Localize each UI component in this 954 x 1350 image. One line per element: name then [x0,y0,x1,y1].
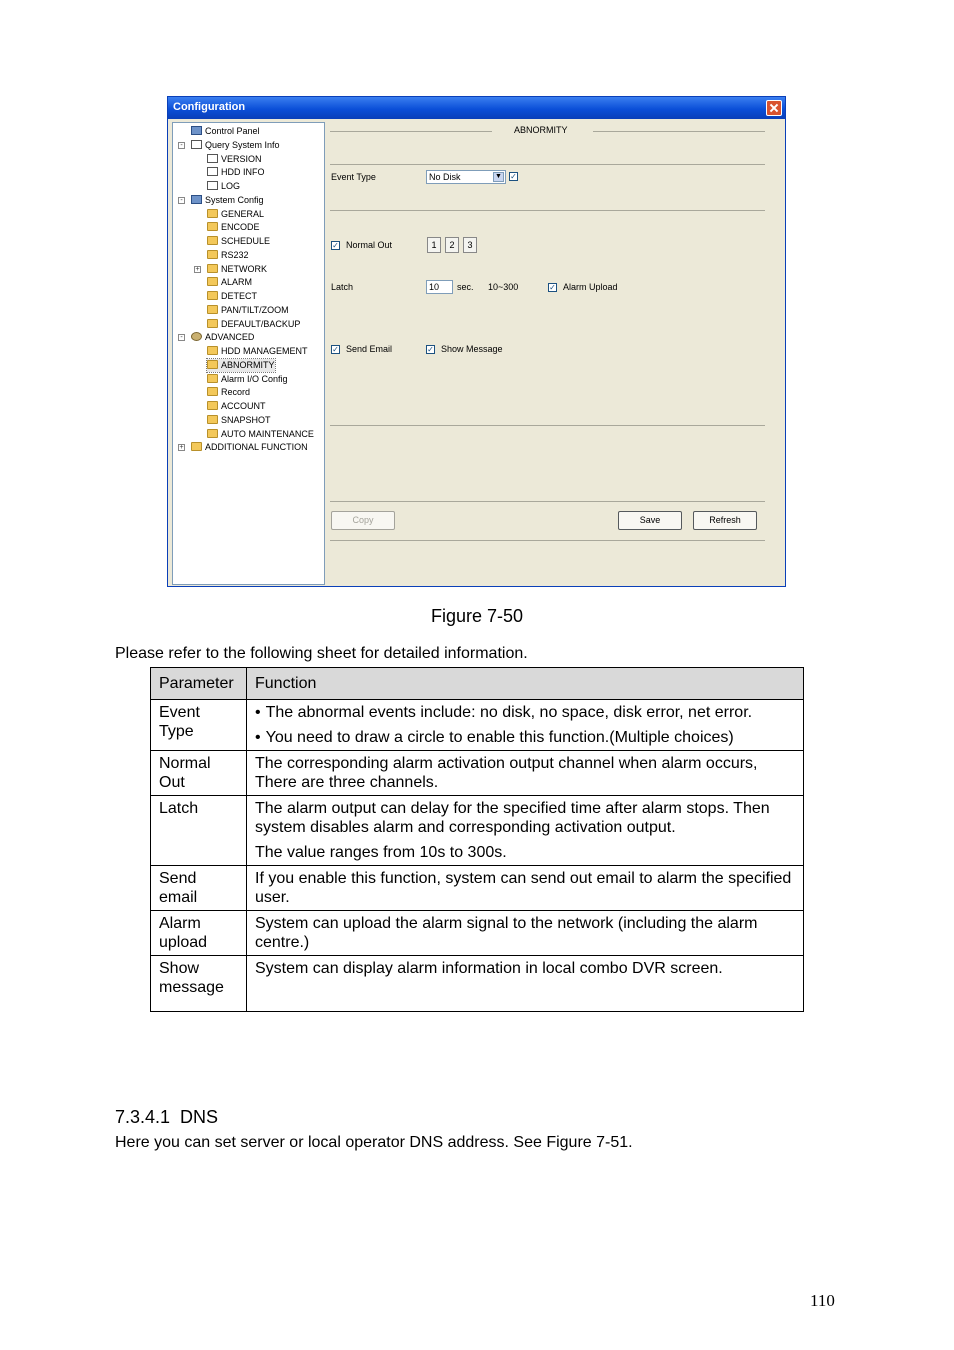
channel-1-button[interactable]: 1 [427,237,441,253]
collapse-icon[interactable]: - [178,197,185,204]
latch-label: Latch [331,282,354,292]
tree-item[interactable] [207,373,288,386]
tree-item-label: GENERAL [221,208,265,219]
table-row [151,751,804,796]
tree-item[interactable] [207,290,257,303]
tree-item-label: ALARM [221,277,253,288]
divider [330,501,765,502]
folder-icon [207,250,218,259]
tree-item-label: ADDITIONAL FUNCTION [205,442,308,453]
function-text: • You need to draw a circle to enable this function.(Multiple choices) [255,728,795,747]
pc-icon [191,126,202,135]
tree-item-label: Record [221,387,251,398]
tree-item[interactable] [180,194,264,207]
folder-icon [207,277,218,286]
parameter-name: email [159,889,198,906]
doc-icon [207,181,218,190]
normal-out-label: Normal Out [346,240,393,250]
tree-item[interactable] [207,428,314,441]
folder-icon [207,319,218,328]
tree-item-label: HDD INFO [221,167,265,178]
parameter-name: Send [159,870,197,887]
save-button[interactable]: Save [618,511,682,530]
parameter-name: Normal [159,755,211,772]
header-function: Function [247,668,804,700]
divider [330,210,765,211]
pc-icon [191,195,202,204]
parameter-name: Type [159,723,194,740]
table-row [151,796,804,866]
tree-item[interactable] [180,139,280,152]
latch-range: 10~300 [488,282,519,292]
folder-icon [207,374,218,383]
channel-2-button[interactable]: 2 [445,237,459,253]
function-text: • The abnormal events include: no disk, no space, disk error, net error. [255,703,795,722]
close-icon[interactable] [766,100,782,116]
show-message-label: Show Message [441,344,503,354]
tree-item-label: DETECT [221,291,257,301]
show-message-checkbox[interactable]: ✓ [427,345,434,354]
function-cell [247,751,804,796]
tree-item-label: SNAPSHOT [221,414,271,425]
divider [330,131,492,132]
function-text: The alarm output can delay for the specified time after alarm stops. Then system disables alarm and corresponding activation output. [255,800,770,836]
alarm-upload-label: Alarm Upload [563,282,618,292]
expand-icon[interactable]: + [195,265,200,273]
parameter-name: message [159,979,224,996]
event-type-value: No Disk [429,172,461,182]
alarm-upload-checkbox[interactable]: ✓ [549,283,556,292]
parameter-name: Event [159,704,200,721]
tree-item-label: ADVANCED [205,332,255,343]
event-type-label: Event Type [331,172,376,182]
parameter-name: Out [159,774,185,791]
tree-item[interactable] [207,359,275,372]
function-cell [247,956,804,1012]
configuration-window [167,96,786,587]
tree-item[interactable] [191,125,260,138]
folder-icon [207,401,218,410]
table-row [151,700,804,751]
folder-icon [207,346,218,355]
tree-item[interactable] [207,304,289,317]
abnormity-panel [328,122,783,585]
folder-icon [191,442,202,451]
window-title: Configuration [173,101,246,113]
table-header-row [151,668,804,700]
tree-item-label: ABNORMITY [221,359,275,370]
collapse-icon[interactable]: - [178,334,185,341]
tree-item[interactable] [207,180,240,193]
page-number: 110 [810,1291,835,1310]
folder-icon [207,429,218,438]
refresh-button[interactable]: Refresh [693,511,757,530]
intro-text: Please refer to the following sheet for detailed information. [115,645,528,662]
function-text: System can display alarm information in local combo DVR screen. [255,960,723,977]
section-heading: 7.3.4.1 DNS [115,1107,219,1127]
tree-item-label: AUTO MAINTENANCE [221,428,314,439]
doc-icon [207,167,218,176]
function-text: System can upload the alarm signal to the network (including the alarm centre.) [255,915,758,951]
tree-item[interactable] [207,153,262,166]
folder-icon [207,387,218,396]
parameter-cell [151,796,247,866]
parameter-cell [151,911,247,956]
tree-item[interactable] [207,208,264,221]
function-text: If you enable this function, system can send out email to alarm the specified user. [255,870,792,906]
header-parameter: Parameter [151,668,247,700]
function-cell [247,911,804,956]
function-cell [247,700,804,751]
divider [593,131,765,132]
tree-item-label: VERSION [221,153,262,164]
send-email-label: Send Email [346,344,393,354]
collapse-icon[interactable]: - [178,142,185,149]
latch-input[interactable]: 10 [426,280,453,294]
tree-item[interactable] [207,166,265,179]
function-text: The value ranges from 10s to 300s. [255,844,507,861]
parameter-cell [151,700,247,751]
function-cell [247,866,804,911]
parameter-name: Alarm [159,915,201,932]
folder-icon [207,222,218,231]
tree-item[interactable] [180,331,255,344]
parameter-cell [151,751,247,796]
tree-item[interactable] [207,345,308,358]
parameter-name: upload [159,934,208,951]
folder-icon [207,236,218,245]
folder-icon [207,291,218,300]
tree-item[interactable] [207,235,270,248]
tree-item-label: ACCOUNT [221,401,266,411]
tree-item-label: HDD MANAGEMENT [221,346,308,356]
divider [330,164,765,165]
folder-icon [207,415,218,424]
section-text: Here you can set server or local operator DNS address. See Figure 7-51. [115,1134,633,1151]
parameter-name: Latch [159,800,199,817]
table-row [151,911,804,956]
table-row [151,866,804,911]
tree-item-label: NETWORK [221,263,267,274]
parameter-cell [151,956,247,1012]
tree-item[interactable] [207,318,300,331]
folder-icon [207,360,218,369]
tree-item-label: LOG [221,181,241,191]
table-row [151,956,804,1012]
tree-item[interactable] [195,263,267,276]
tree-item[interactable] [207,249,249,262]
folder-icon [207,209,218,218]
tree-item[interactable] [207,276,252,289]
copy-button[interactable]: Copy [331,511,395,530]
divider [330,425,765,426]
tree-item-label: PAN/TILT/ZOOM [221,304,289,315]
channel-3-button[interactable]: 3 [463,237,477,253]
gear-icon [191,332,202,341]
event-type-select[interactable] [426,170,506,184]
normal-out-checkbox[interactable]: ✓ [332,241,339,250]
title-bar [168,97,785,119]
tree-item[interactable] [207,221,260,234]
divider [330,540,765,541]
parameter-table [150,667,804,1012]
tree-item-label: Alarm I/O Config [221,373,288,384]
config-tree[interactable] [172,122,325,585]
function-text: The corresponding alarm activation output channel when alarm occurs, There are three channels. [255,755,758,791]
function-cell [247,796,804,866]
send-email-checkbox[interactable]: ✓ [332,345,339,354]
parameter-name: Show [159,960,200,977]
tree-item-label: ENCODE [221,222,260,233]
tree-item-label: RS232 [221,249,249,260]
tree-item-label: Control Panel [205,126,260,136]
doc-icon [191,140,202,149]
tree-item-label: System Config [205,194,264,205]
tree-item-label: SCHEDULE [221,236,271,246]
folder-icon [207,305,218,314]
tree-item[interactable] [207,400,266,413]
figure-caption: Figure 7-50 [430,606,524,626]
parameter-cell [151,866,247,911]
tree-item[interactable] [179,441,308,454]
tree-item-label: DEFAULT/BACKUP [221,318,301,329]
tree-item[interactable] [207,386,250,399]
event-enable-checkbox[interactable]: ✓ [510,172,517,181]
tree-item-label: Query System Info [205,139,280,150]
panel-heading: ABNORMITY [514,125,568,135]
expand-icon[interactable]: + [179,444,184,452]
doc-icon [207,154,218,163]
chevron-down-icon[interactable]: ▼ [493,172,504,182]
tree-item[interactable] [207,414,271,427]
folder-icon [207,264,218,273]
latch-unit: sec. [457,282,474,292]
